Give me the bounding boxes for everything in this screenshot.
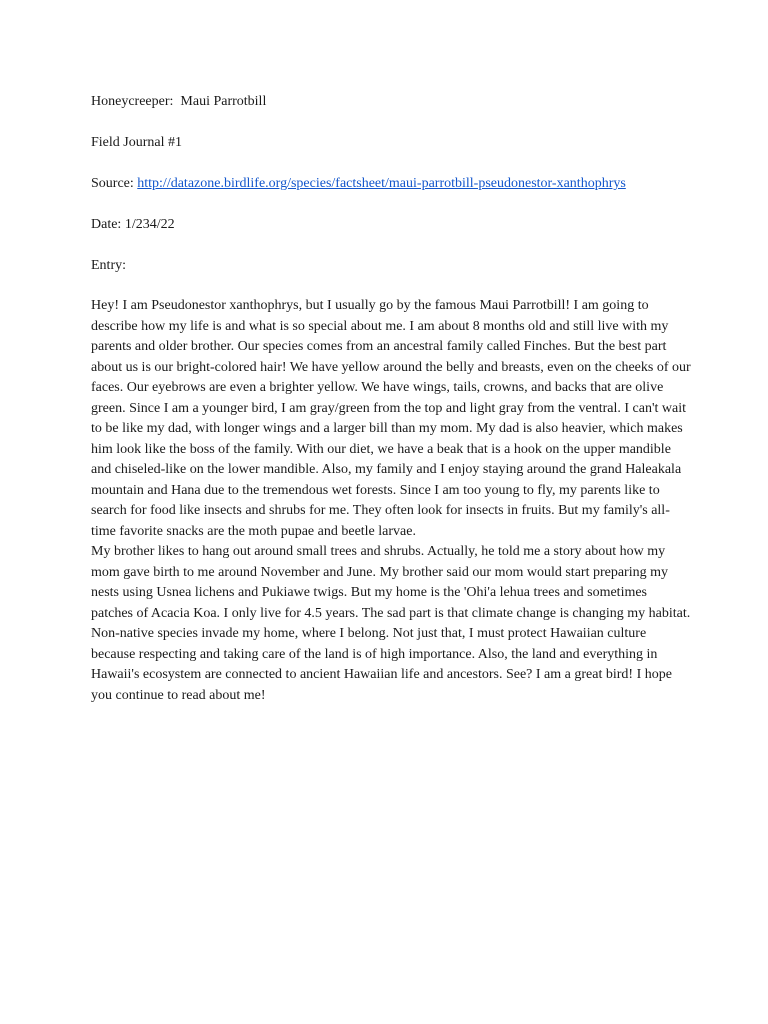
source-label: Source:	[91, 176, 134, 191]
honeycreeper-value: Maui Parrotbill	[180, 94, 267, 109]
entry-body	[91, 296, 691, 706]
honeycreeper-label: Honeycreeper:	[91, 94, 174, 109]
journal-title: Field Journal #1	[91, 135, 182, 150]
entry-paragraph-1: Hey! I am Pseudonestor xanthophrys, but I usually go by the famous Maui Parrotbill! I am going to describe how my life is and what is so special about me. I am about 8 months old and still live with my parents and older brother. Our species comes from an ancestral family called Finches. But the best part about us is our bright-colored hair! We have yellow around the belly and breasts, even on the cheeks of our faces. Our eyebrows are even a brighter yellow. We have wings, tails, crowns, and backs that are olive green. Since I am a younger bird, I am gray/green from the top and light gray from the ventral. I can't wait to be like my dad, with longer wings and a larger bill than my mom. My dad is also heavier, which makes him look like the boss of the family. With our diet, we have a beak that is a hook on the upper mandible and chiseled-like on the lower mandible. Also, my family and I enjoy staying around the grand Haleakala mountain and Hana due to the tremendous wet forests. Since I am too young to fly, my parents like to search for food like insects and shrubs for me. They often look for insects in fruits. But my family's all-time favorite snacks are the moth pupae and beetle larvae.	[91, 298, 691, 539]
source-line	[91, 176, 626, 192]
honeycreeper-line	[91, 94, 266, 110]
source-link[interactable]: http://datazone.birdlife.org/species/factsheet/maui-parrotbill-pseudonestor-xanthophrys	[137, 176, 626, 191]
date-line: Date: 1/234/22	[91, 217, 175, 232]
entry-label: Entry:	[91, 258, 126, 273]
entry-paragraph-2: My brother likes to hang out around small trees and shrubs. Actually, he told me a story about how my mom gave birth to me around November and June. My brother said our mom would start preparing my nests using Usnea lichens and Pukiawe twigs. But my home is the 'Ohi'a lehua trees and sometimes patches of Acacia Koa. I only live for 4.5 years. The sad part is that climate change is changing my habitat. Non-native species invade my home, where I belong. Not just that, I must protect Hawaiian culture because respecting and taking care of the land is of high importance. Also, the land and everything in Hawaii's ecosystem are connected to ancient Hawaiian life and ancestors. See? I am a great bird! I hope you continue to read about me!	[91, 544, 691, 703]
